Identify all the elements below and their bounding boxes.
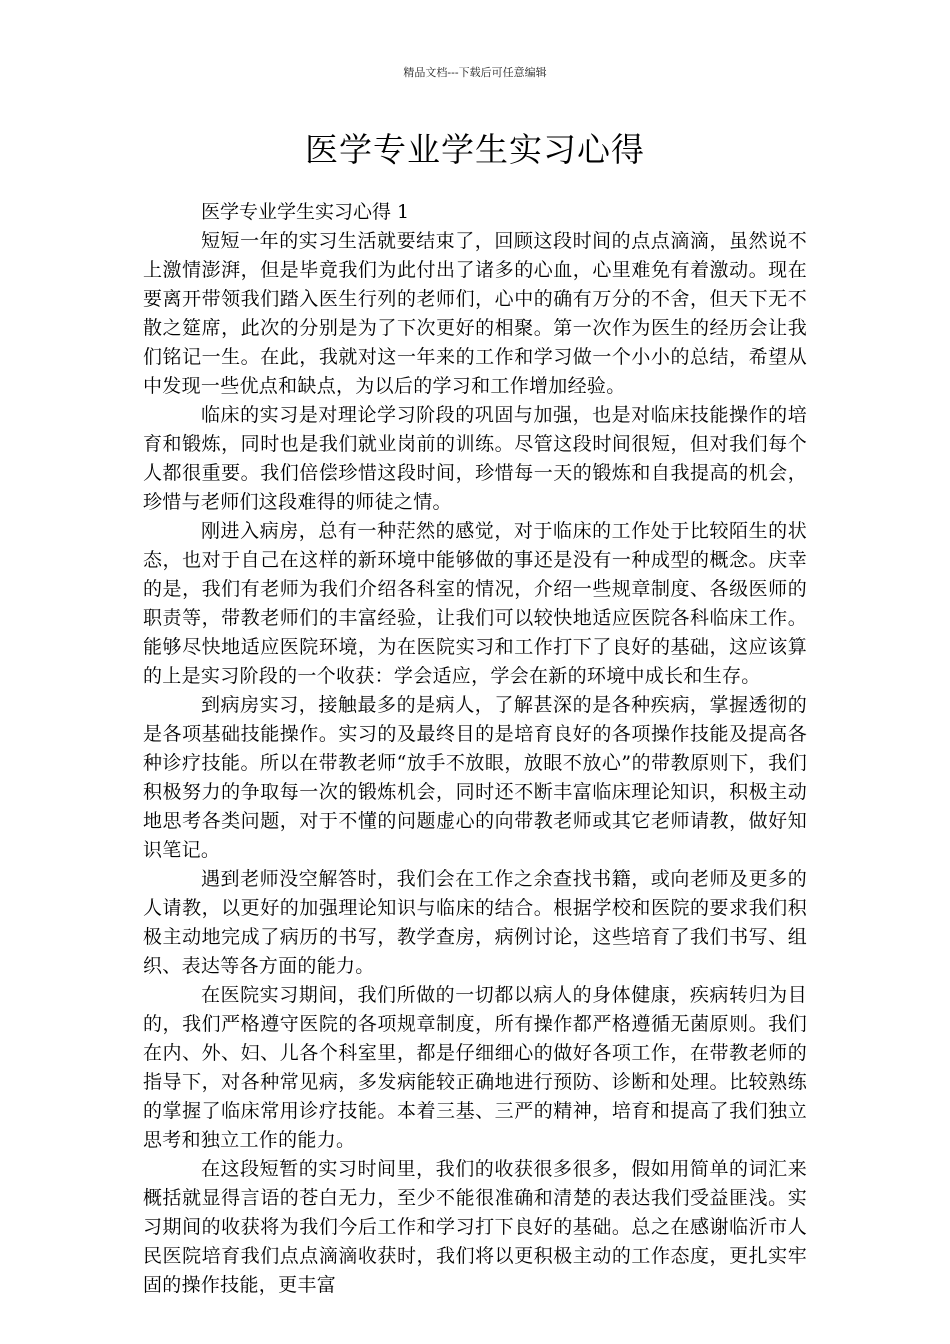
paragraph-6: 在医院实习期间，我们所做的一切都以病人的身体健康，疾病转归为目的，我们严格遵守医院的各项规章制度，所有操作都严格遵循无菌原则。我们在内、外、妇、儿各个科室里，都是仔细细心的做好各项工作，在带教老师的指导下，对各种常见病，多发病能较正确地进行预防、诊断和处理。比较熟练的掌握了临床常用诊疗技能。本着三基、三严的精神，培育和提高了我们独立思考和独立工作的能力。 xyxy=(143,984,807,1151)
document-title: 医学专业学生实习心得 xyxy=(305,130,645,169)
header-note: 精品文档---下载后可任意编辑 xyxy=(403,66,547,79)
paragraph-1: 短短一年的实习生活就要结束了，回顾这段时间的点点滴滴，虽然说不上激情澎湃，但是毕竟我们为此付出了诸多的心血，心里难免有着激动。现在要离开带领我们踏入医生行列的老师们，心中的确有万分的不舍，但天下无不散之筵席，此次的分别是为了下次更好的相聚。第一次作为医生的经历会让我们铭记一生。在此，我就对这一年来的工作和学习做一个小小的总结，希望从中发现一些优点和缺点，为以后的学习和工作增加经验。 xyxy=(143,230,807,397)
paragraph-2: 临床的实习是对理论学习阶段的巩固与加强，也是对临床技能操作的培育和锻炼，同时也是我们就业岗前的训练。尽管这段时间很短，但对我们每个人都很重要。我们倍偿珍惜这段时间，珍惜每一天的锻炼和自我提高的机会，珍惜与老师们这段难得的师徒之情。 xyxy=(143,404,807,513)
paragraph-3: 刚进入病房，总有一种茫然的感觉，对于临床的工作处于比较陌生的状态，也对于自己在这样的新环境中能够做的事还是没有一种成型的概念。庆幸的是，我们有老师为我们介绍各科室的情况，介绍一些规章制度、各级医师的职责等，带教老师们的丰富经验，让我们可以较快地适应医院各科临床工作。能够尽快地适应医院环境，为在医院实习和工作打下了良好的基础，这应该算的上是实习阶段的一个收获：学会适应，学会在新的环境中成长和生存。 xyxy=(143,520,807,687)
paragraph-7: 在这段短暂的实习时间里，我们的收获很多很多，假如用简单的词汇来概括就显得言语的苍白无力，至少不能很准确和清楚的表达我们受益匪浅。实习期间的收获将为我们今后工作和学习打下良好的基础。总之在感谢临沂市人民医院培育我们点点滴滴收获时，我们将以更积极主动的工作态度，更扎实牢固的操作技能，更丰富 xyxy=(143,1158,807,1296)
paragraph-4: 到病房实习，接触最多的是病人，了解甚深的是各种疾病，掌握透彻的是各项基础技能操作。实习的及最终目的是培育良好的各项操作技能及提高各种诊疗技能。所以在带教老师“放手不放眼，放眼不放心”的带教原则下，我们积极努力的争取每一次的锻炼机会，同时还不断丰富临床理论知识，积极主动地思考各类问题，对于不懂的问题虚心的向带教老师或其它老师请教，做好知识笔记。 xyxy=(143,694,807,861)
section-subheading: 医学专业学生实习心得 1 xyxy=(201,201,410,223)
document-body xyxy=(143,198,807,1300)
paragraph-5: 遇到老师没空解答时，我们会在工作之余查找书籍，或向老师及更多的人请教，以更好的加强理论知识与临床的结合。根据学校和医院的要求我们积极主动地完成了病历的书写，教学查房，病例讨论，这些培育了我们书写、组织、表达等各方面的能力。 xyxy=(143,868,807,977)
